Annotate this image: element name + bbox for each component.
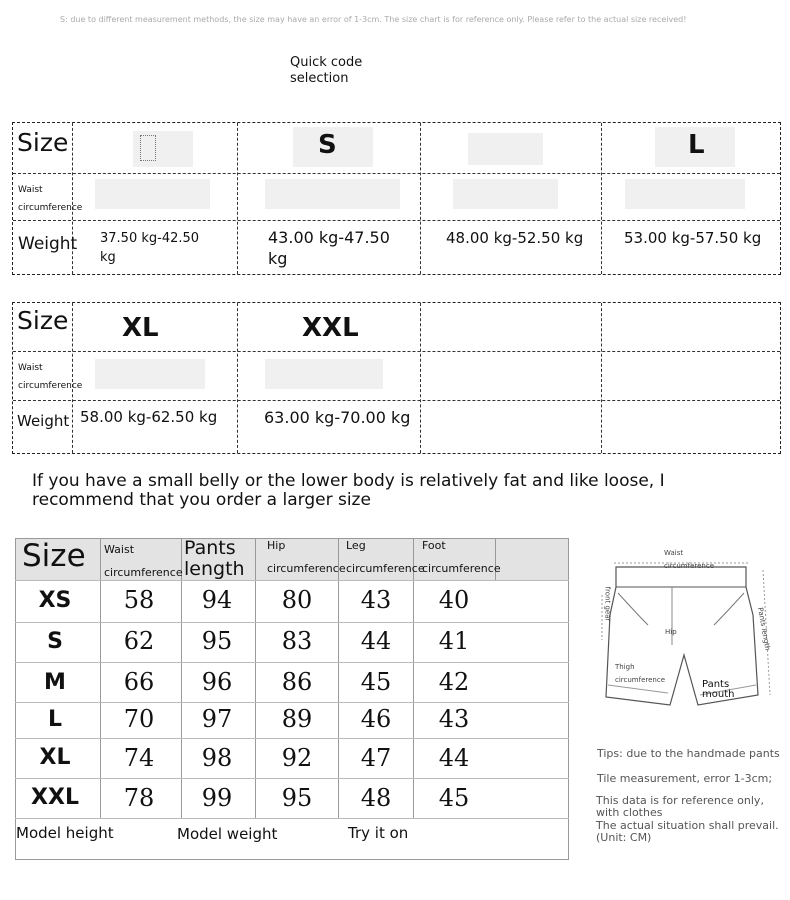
chart-row-hip: 83 [281, 627, 313, 655]
chart-row-foot: 42 [438, 668, 470, 696]
chart-row-leg: 45 [360, 668, 392, 696]
chart-row-waist: 62 [123, 627, 155, 655]
chart-row-length: 97 [201, 705, 233, 733]
table1-weight-label: Weight [18, 234, 78, 254]
chart-row-hip: 92 [281, 744, 313, 772]
chart-waist-header: Waist circumference [104, 543, 183, 579]
table2-size-label: Size [17, 306, 69, 335]
table2-weight-label: Weight [17, 412, 70, 430]
tips-line-1: Tips: due to the handmade pants [597, 747, 780, 760]
try-it-on-label: Try it on [348, 824, 409, 842]
chart-row-leg: 44 [360, 627, 392, 655]
chart-hip-header: Hip circumference [267, 539, 346, 575]
tips-line-3: This data is for reference only, with clothes [596, 794, 764, 819]
model-height-label: Model height [16, 824, 114, 842]
table1-weight-2: 43.00 kg-47.50 kg [268, 228, 390, 268]
diagram-thigh-circ-label: circumference [615, 676, 666, 684]
shorts-diagram [588, 545, 778, 725]
chart-row-length: 99 [201, 784, 233, 812]
model-weight-label: Model weight [177, 825, 278, 843]
table2-size-xl: XL [122, 313, 159, 343]
chart-row-foot: 40 [438, 586, 470, 614]
diagram-waist-circ-label: circumference [664, 562, 715, 570]
chart-size-label: Size [22, 538, 86, 574]
table2-size-xxl: XXL [302, 313, 359, 343]
chart-row-size: XL [39, 745, 71, 770]
chart-row-hip: 95 [281, 784, 313, 812]
chart-row-waist: 74 [123, 744, 155, 772]
table1-weight-1: 37.50 kg-42.50 kg [100, 231, 200, 265]
chart-row-leg: 43 [360, 586, 392, 614]
table1-size-label: Size [17, 128, 69, 157]
chart-row-size: M [44, 670, 66, 695]
diagram-pants-mouth-label: Pants mouth [702, 679, 735, 700]
table1-weight-3: 48.00 kg-52.50 kg [446, 229, 584, 247]
chart-row-leg: 48 [360, 784, 392, 812]
chart-row-hip: 89 [281, 705, 313, 733]
chart-row-size: XS [38, 588, 72, 613]
chart-row-hip: 86 [281, 668, 313, 696]
chart-row-length: 94 [201, 586, 233, 614]
chart-foot-header: Foot circumference [422, 539, 501, 575]
chart-leg-header: Leg circumference [346, 539, 425, 575]
diagram-front-gear-label: front gear [603, 586, 612, 622]
tips-line-4: The actual situation shall prevail. (Unit: CM) [596, 819, 779, 844]
quick-code-label: Quick code selection [290, 55, 363, 86]
table1-waist-label: Waist circumference [18, 185, 83, 213]
chart-row-size: S [47, 629, 63, 654]
chart-row-leg: 47 [360, 744, 392, 772]
diagram-hip-label: Hip [665, 628, 677, 636]
chart-row-waist: 66 [123, 668, 155, 696]
chart-row-foot: 45 [438, 784, 470, 812]
table1-size-s: S [318, 130, 337, 160]
recommendation-text: If you have a small belly or the lower body is relatively fat and like loose, I recommend that you order a larger size [32, 471, 665, 510]
table2-waist-label: Waist circumference [18, 363, 83, 391]
chart-row-length: 95 [201, 627, 233, 655]
product-thumbnail-icon [140, 135, 156, 161]
table2-weight-2: 63.00 kg-70.00 kg [264, 408, 411, 427]
chart-row-waist: 78 [123, 784, 155, 812]
chart-row-hip: 80 [281, 586, 313, 614]
diagram-waist-label: Waist [664, 549, 684, 557]
chart-row-size: L [47, 707, 63, 732]
chart-row-length: 96 [201, 668, 233, 696]
chart-row-waist: 70 [123, 705, 155, 733]
measurement-note: S: due to different measurement methods, the size may have an error of 1-3cm. The size chart is for reference only. Please refer to the actual size received! [60, 15, 687, 24]
chart-row-leg: 46 [360, 705, 392, 733]
table1-size-l: L [688, 130, 705, 160]
diagram-pants-length-label: Pants length [756, 606, 772, 652]
chart-row-foot: 41 [438, 627, 470, 655]
chart-row-size: XXL [31, 785, 79, 810]
table1-weight-4: 53.00 kg-57.50 kg [624, 229, 762, 247]
chart-row-waist: 58 [123, 586, 155, 614]
table2-weight-1: 58.00 kg-62.50 kg [80, 408, 218, 426]
chart-row-foot: 43 [438, 705, 470, 733]
chart-row-length: 98 [201, 744, 233, 772]
tips-line-2: Tile measurement, error 1-3cm; [597, 772, 773, 785]
chart-row-foot: 44 [438, 744, 470, 772]
chart-pants-length-header: Pants length [184, 537, 245, 580]
diagram-thigh-label: Thigh [615, 663, 635, 671]
